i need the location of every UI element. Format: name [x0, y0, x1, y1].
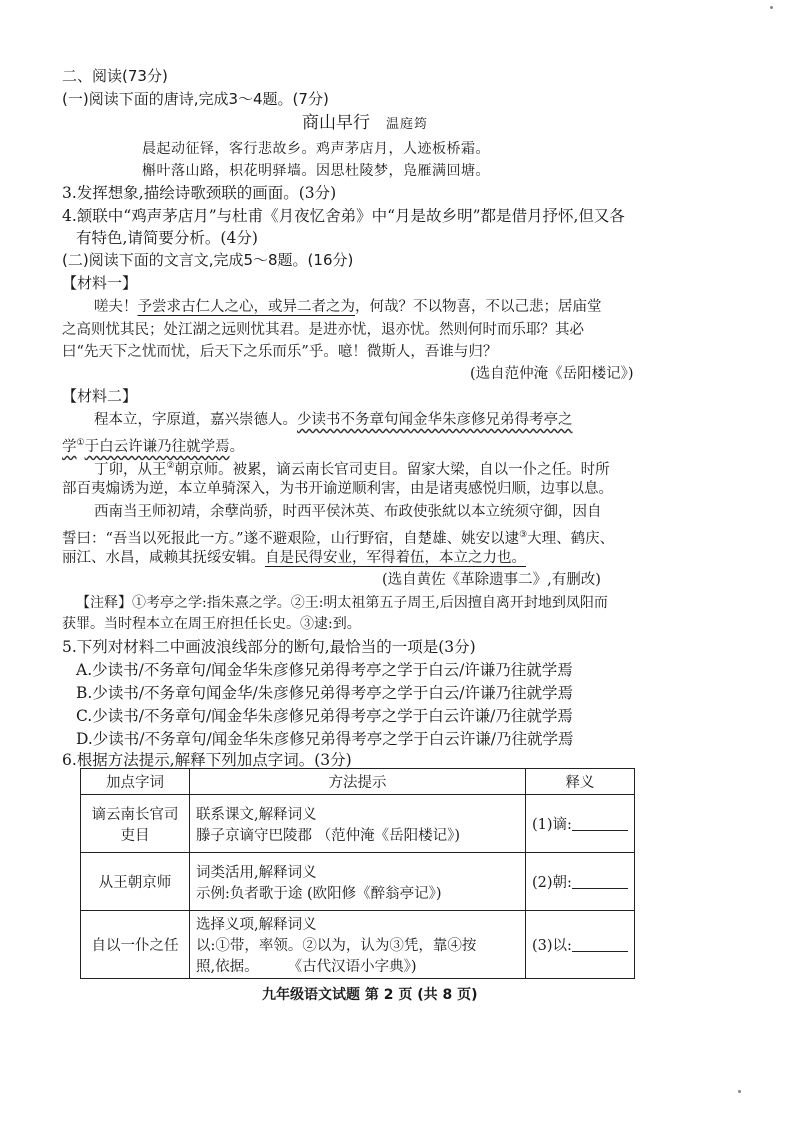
- part2-title: (二)阅读下面的文言文,完成5～8题。(16分): [62, 251, 354, 269]
- material2-text: 丁卯，从王: [94, 461, 167, 478]
- table-cell-answer: [526, 853, 635, 911]
- scan-speck: [770, 6, 773, 9]
- hint-text: 联系课文,解释词义: [196, 806, 317, 823]
- material2-line-6: [62, 525, 614, 549]
- word-text: 谪云南长官司: [91, 806, 179, 823]
- material2-wavy-text: 少读书不务章句闻金华朱彦修兄弟得考亭之: [297, 412, 573, 428]
- footnote-mark: ③: [519, 530, 528, 540]
- poem-title: 商山早行: [302, 113, 370, 133]
- table-cell-word: [81, 795, 190, 853]
- material2-line-4: 部百夷煽诱为逆，本立单骑深入，为书开谕逆顺利害，由是诸夷感悦归顺，边事以息。: [62, 481, 613, 497]
- table-cell-word: [81, 853, 190, 911]
- question-4-line-1: 4.颔联中“鸡声茅店月”与杜甫《月夜忆舍弟》中“月是故乡明”都是借月抒怀,但又各: [62, 207, 625, 225]
- material2-text: 大理、鹤庆、: [527, 530, 615, 547]
- footnote-mark: ①: [76, 438, 85, 448]
- table-row: [81, 911, 635, 979]
- poem-author: 温庭筠: [386, 117, 429, 132]
- material2-quote: “吾当以死报此一方。”: [105, 530, 244, 547]
- answer-label: (3)以:: [532, 938, 572, 954]
- answer-blank[interactable]: [572, 818, 628, 831]
- hint-text: 示例:负者歌于途 (欧阳修《醉翁亭记》): [196, 885, 442, 902]
- question-5-option-c: C.少读书/不务章句/闻金华朱彦修兄弟得考亭之学于白云许谦/乃往就学焉: [76, 707, 573, 725]
- footnote-mark: ②: [166, 461, 175, 471]
- hint-text: 选择义项,解释词义: [196, 917, 317, 933]
- question-3: 3.发挥想象,描绘诗歌颈联的画面。(3分): [62, 184, 337, 202]
- table-cell-hint: [190, 911, 526, 979]
- hint-text: 词类活用,解释词义: [196, 864, 317, 881]
- material1-text: ，何哉？不以物喜，不以己悲；居庙堂: [355, 299, 602, 315]
- material2-line-1: [94, 410, 573, 430]
- material2-wavy-text: 于白云许谦乃往就学焉: [84, 438, 230, 455]
- table-cell-answer: [526, 911, 635, 979]
- poem-heading: [302, 113, 428, 135]
- table-row: [81, 853, 635, 911]
- column-header: 方法提示: [190, 769, 526, 795]
- material2-line-3: [94, 456, 610, 480]
- hint-text: 滕子京谪守巴陵郡 （范仲淹《岳阳楼记》): [196, 827, 461, 844]
- question-5-stem: 5.下列对材料二中画波浪线部分的断句,最恰当的一项是(3分): [62, 638, 476, 656]
- table-cell-word: [81, 911, 190, 979]
- table-row: [81, 795, 635, 853]
- column-header: 加点字词: [81, 769, 190, 795]
- poem-line-1: 晨起动征铎，客行悲故乡。鸡声茅店月，人迹板桥霜。: [142, 141, 490, 157]
- question-5-option-d: D.少读书/不务章句/闻金华朱彦修兄弟得考亭之学于白云许谦/乃往就学焉: [76, 730, 574, 748]
- table-cell-hint: [190, 795, 526, 853]
- page-footer: 九年级语文试题 第 2 页 (共 8 页): [262, 987, 478, 1003]
- word-text: 吏目: [120, 827, 150, 844]
- material1-line-3: 曰“先天下之忧而忧，后天下之乐而乐”乎。噫！微斯人，吾谁与归？: [62, 344, 498, 360]
- part1-title: (一)阅读下面的唐诗,完成3～4题。(7分): [62, 90, 329, 108]
- hint-text: 照,依据。 《古代汉语小字典》): [196, 959, 417, 975]
- column-header: 释义: [526, 769, 635, 795]
- material2-label: 【材料二】: [62, 387, 138, 405]
- material2-text: 誓曰：: [62, 530, 106, 547]
- table-cell-answer: [526, 795, 635, 853]
- material2-line-2: [62, 433, 244, 457]
- poem-line-2: 槲叶落山路，枳花明驿墙。因思杜陵梦，凫雁满回塘。: [142, 163, 490, 179]
- word-text: 自以一仆之任: [91, 938, 179, 954]
- table-header-row: [81, 769, 635, 795]
- question-5-option-a: A.少读书/不务章句/闻金华朱彦修兄弟得考亭之学于白云/许谦乃往就学焉: [76, 661, 573, 679]
- material1-line-2: 之高则忧其民；处江湖之远则忧其君。是进亦忧，退亦忧。然则何时而乐耶？其必: [62, 322, 584, 338]
- hint-text: 以:①带，率领。②以为，认为③凭，靠④按: [196, 938, 477, 954]
- answer-blank[interactable]: [572, 939, 628, 952]
- material2-text: 朝京师。被累，谪云南长官司吏目。留家大梁，自以一仆之任。时所: [174, 461, 610, 478]
- material2-wavy-text: 学: [62, 438, 77, 455]
- material2-underlined: 自是民得安业，军得着伍，本立之力也。: [265, 550, 526, 566]
- material2-text: 遂不避艰险，山行野宿，自楚雄、姚安以逮: [243, 530, 520, 547]
- material2-line-7: [62, 548, 526, 568]
- answer-label: (1)谪:: [532, 817, 572, 833]
- answer-label: (2)朝:: [532, 875, 572, 891]
- question-6-stem: 6.根据方法提示,解释下列加点字词。(3分): [62, 751, 352, 769]
- material2-source: (选自黄佐《革除遗事二》,有删改): [382, 572, 601, 588]
- material2-text: 丽江、水昌，咸赖其抚绥安辑。: [62, 550, 265, 566]
- section-title: 二、阅读(73分): [62, 67, 168, 85]
- method-table: [80, 768, 635, 979]
- material1-source: (选自范仲淹《岳阳楼记》): [470, 366, 634, 382]
- material2-line-5: 西南当王师初靖，余孽尚骄，时西平侯沐英、布政使张紞以本立统须守御，因自: [94, 504, 602, 520]
- material1-underlined: 予尝求古仁人之心，或异二者之为: [137, 299, 355, 315]
- annotation-line-2: 获罪。当时程本立在周王府担任长史。③逮:到。: [62, 616, 361, 632]
- word-text: 从王朝京师: [98, 875, 172, 891]
- material1-label: 【材料一】: [62, 274, 138, 292]
- material1-line-1: [94, 297, 602, 317]
- table-cell-hint: [190, 853, 526, 911]
- question-5-option-b: B.少读书/不务章句闻金华/朱彦修兄弟得考亭之学于白云/许谦乃往就学焉: [76, 684, 573, 702]
- material1-text: 嗟夫！: [94, 299, 138, 315]
- annotation-line-1: 【注释】①考亭之学:指朱熹之学。②王:明太祖第五子周王,后因擅自离开封地到凤阳而: [76, 595, 608, 611]
- answer-blank[interactable]: [572, 876, 628, 889]
- material2-text: 程本立，字原道，嘉兴崇德人。: [94, 412, 297, 428]
- scan-speck: [738, 1090, 741, 1093]
- question-4-line-2: 有特色,请简要分析。(4分): [76, 229, 258, 247]
- material2-text: 。: [229, 438, 245, 455]
